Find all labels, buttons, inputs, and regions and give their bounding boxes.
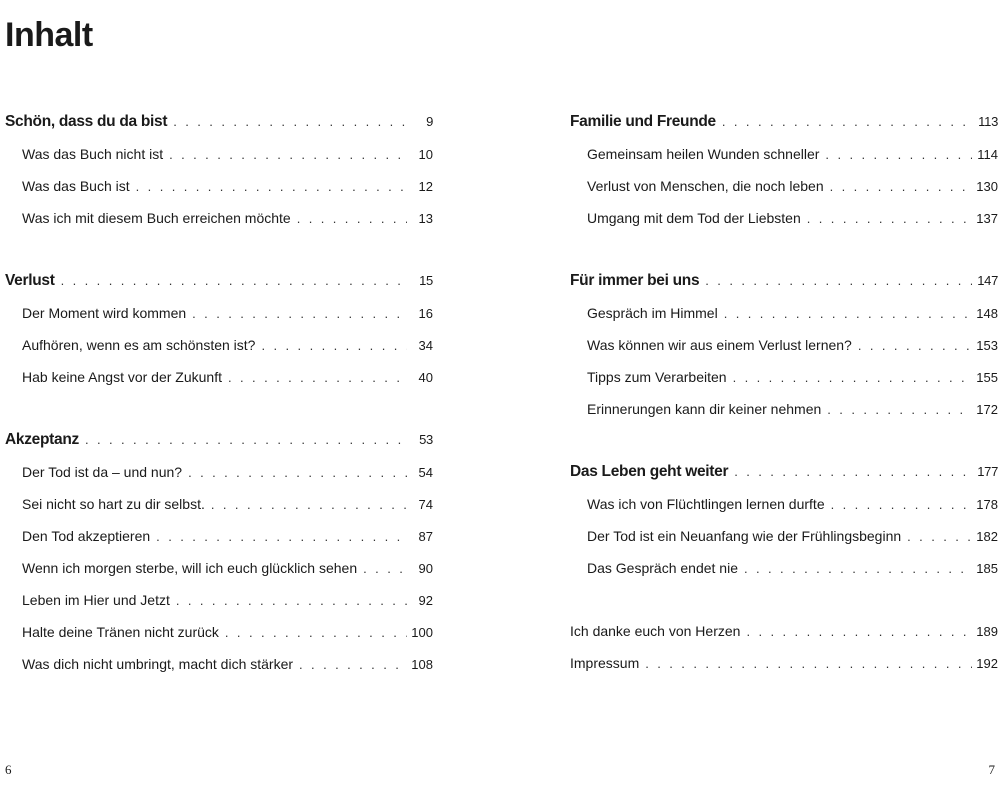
toc-entry[interactable]	[5, 170, 433, 202]
toc-entry[interactable]	[5, 552, 433, 584]
toc-page-number: 147	[977, 273, 998, 288]
toc-entry-label: Der Tod ist ein Neuanfang wie der Frühlingsbeginn	[587, 528, 902, 544]
toc-page-number: 54	[418, 465, 433, 480]
dot-leader	[61, 265, 407, 297]
dot-leader	[733, 362, 972, 394]
toc-page-number: 155	[976, 370, 998, 385]
toc-entry-label: Der Tod ist da – und nun?	[22, 464, 183, 480]
toc-entry[interactable]	[570, 488, 998, 520]
dot-leader	[261, 330, 407, 362]
toc-section-das-leben-geht-weiter[interactable]	[570, 456, 998, 488]
toc-page-number: 192	[976, 656, 998, 671]
toc-entry[interactable]	[5, 520, 433, 552]
dot-leader	[858, 330, 972, 362]
toc-page-number: 182	[976, 529, 998, 544]
toc-entry-label: Was können wir aus einem Verlust lernen?	[587, 337, 852, 353]
toc-entry[interactable]	[5, 584, 433, 616]
toc-entry[interactable]	[5, 648, 433, 680]
dot-leader	[156, 521, 407, 553]
toc-entry-label: Den Tod akzeptieren	[22, 528, 151, 544]
toc-entry-label: Umgang mit dem Tod der Liebsten	[587, 210, 801, 226]
toc-section-familie-und-freunde[interactable]	[570, 106, 998, 138]
dot-leader	[705, 265, 972, 297]
dot-leader	[831, 489, 972, 521]
toc-entry-label: Leben im Hier und Jetzt	[22, 592, 170, 608]
toc-section-schoen-dass-du-da-bist[interactable]	[5, 106, 433, 138]
page-title: Inhalt	[5, 16, 93, 54]
toc-section-title: Akzeptanz	[5, 431, 79, 448]
toc-page-number: 90	[418, 561, 433, 576]
dot-leader	[724, 298, 972, 330]
toc-entry-label: Impressum	[570, 655, 640, 671]
toc-entry-label: Gespräch im Himmel	[587, 305, 718, 321]
dot-leader	[746, 616, 972, 648]
toc-page-number: 172	[976, 402, 998, 417]
dot-leader	[85, 424, 407, 456]
toc-entry[interactable]	[5, 616, 433, 648]
dot-leader	[827, 394, 972, 426]
toc-page-number: 12	[418, 179, 433, 194]
toc-page-number: 148	[976, 306, 998, 321]
dot-leader	[744, 553, 972, 585]
toc-entry[interactable]	[5, 361, 433, 393]
toc-page-number: 15	[419, 273, 433, 288]
dot-leader	[299, 649, 407, 681]
dot-leader	[228, 362, 407, 394]
page-number-left: 6	[5, 762, 12, 777]
toc-section-title: Verlust	[5, 272, 55, 289]
toc-entry-label: Erinnerungen kann dir keiner nehmen	[587, 401, 822, 417]
toc-entry[interactable]	[570, 393, 998, 425]
toc-page-number: 9	[426, 114, 433, 129]
dot-leader	[825, 139, 972, 171]
toc-entry-label: Sei nicht so hart zu dir selbst.	[22, 496, 205, 512]
toc-entry[interactable]	[570, 138, 998, 170]
dot-leader	[297, 203, 407, 235]
toc-page-number: 153	[976, 338, 998, 353]
toc-entry[interactable]	[570, 170, 998, 202]
toc-entry-label: Was ich von Flüchtlingen lernen durfte	[587, 496, 825, 512]
dot-leader	[169, 139, 407, 171]
toc-entry[interactable]	[5, 202, 433, 234]
toc-entry[interactable]	[570, 552, 998, 584]
toc-left-column	[5, 106, 433, 680]
toc-page-number: 178	[976, 497, 998, 512]
toc-page-number: 100	[411, 625, 433, 640]
toc-entry[interactable]	[570, 329, 998, 361]
toc-entry-label: Was ich mit diesem Buch erreichen möchte	[22, 210, 291, 226]
toc-page-number: 113	[978, 114, 998, 129]
toc-page-number: 13	[418, 211, 433, 226]
toc-entry-label: Ich danke euch von Herzen	[570, 623, 741, 639]
toc-entry[interactable]	[570, 297, 998, 329]
toc-entry-danksagung[interactable]	[570, 615, 998, 647]
toc-page-number: 40	[418, 370, 433, 385]
toc-page-number: 108	[411, 657, 433, 672]
toc-page-number: 92	[418, 593, 433, 608]
dot-leader	[722, 106, 972, 138]
toc-section-title: Das Leben geht weiter	[570, 463, 729, 480]
toc-entry-label: Hab keine Angst vor der Zukunft	[22, 369, 222, 385]
toc-page-number: 16	[418, 306, 433, 321]
toc-entry-label: Was dich nicht umbringt, macht dich stärker	[22, 656, 294, 672]
dot-leader	[188, 457, 407, 489]
toc-entry[interactable]	[570, 202, 998, 234]
toc-entry[interactable]	[5, 329, 433, 361]
dot-leader	[176, 585, 407, 617]
toc-entry-impressum[interactable]	[570, 647, 998, 679]
toc-entry-label: Das Gespräch endet nie	[587, 560, 738, 576]
toc-entry-label: Verlust von Menschen, die noch leben	[587, 178, 824, 194]
dot-leader	[807, 203, 972, 235]
toc-page-number: 130	[976, 179, 998, 194]
toc-right-column	[570, 106, 998, 679]
toc-page-number: 185	[976, 561, 998, 576]
toc-entry-label: Gemeinsam heilen Wunden schneller	[587, 146, 820, 162]
toc-entry-label: Der Moment wird kommen	[22, 305, 187, 321]
toc-section-title: Familie und Freunde	[570, 113, 716, 130]
toc-section-title: Schön, dass du da bist	[5, 113, 168, 130]
dot-leader	[225, 617, 407, 649]
dot-leader	[173, 106, 407, 138]
toc-page-number: 137	[976, 211, 998, 226]
toc-page-number: 74	[418, 497, 433, 512]
toc-section-akzeptanz[interactable]	[5, 424, 433, 456]
dot-leader	[363, 553, 407, 585]
dot-leader	[734, 456, 972, 488]
toc-entry[interactable]	[570, 520, 998, 552]
toc-entry-label: Halte deine Tränen nicht zurück	[22, 624, 219, 640]
toc-page-number: 114	[977, 147, 998, 162]
toc-entry-label: Aufhören, wenn es am schönsten ist?	[22, 337, 256, 353]
toc-section-fuer-immer-bei-uns[interactable]	[570, 265, 998, 297]
dot-leader	[830, 171, 972, 203]
toc-page-number: 34	[418, 338, 433, 353]
dot-leader	[907, 521, 972, 553]
toc-entry[interactable]	[570, 361, 998, 393]
toc-page-number: 177	[977, 464, 998, 479]
page-number-right: 7	[988, 762, 995, 777]
toc-page-number: 87	[418, 529, 433, 544]
dot-leader	[645, 648, 972, 680]
toc-entry[interactable]	[5, 297, 433, 329]
dot-leader	[211, 489, 407, 521]
dot-leader	[192, 298, 407, 330]
toc-section-verlust[interactable]	[5, 265, 433, 297]
toc-entry-label: Tipps zum Verarbeiten	[587, 369, 727, 385]
toc-page-number: 189	[976, 624, 998, 639]
toc-entry[interactable]	[5, 488, 433, 520]
toc-entry-label: Was das Buch nicht ist	[22, 146, 164, 162]
toc-entry-label: Was das Buch ist	[22, 178, 130, 194]
toc-section-title: Für immer bei uns	[570, 272, 700, 289]
dot-leader	[136, 171, 407, 203]
toc-page-number: 10	[418, 147, 433, 162]
toc-entry-label: Wenn ich morgen sterbe, will ich euch glücklich sehen	[22, 560, 358, 576]
toc-page-number: 53	[419, 432, 433, 447]
toc-entry[interactable]	[5, 456, 433, 488]
toc-entry[interactable]	[5, 138, 433, 170]
